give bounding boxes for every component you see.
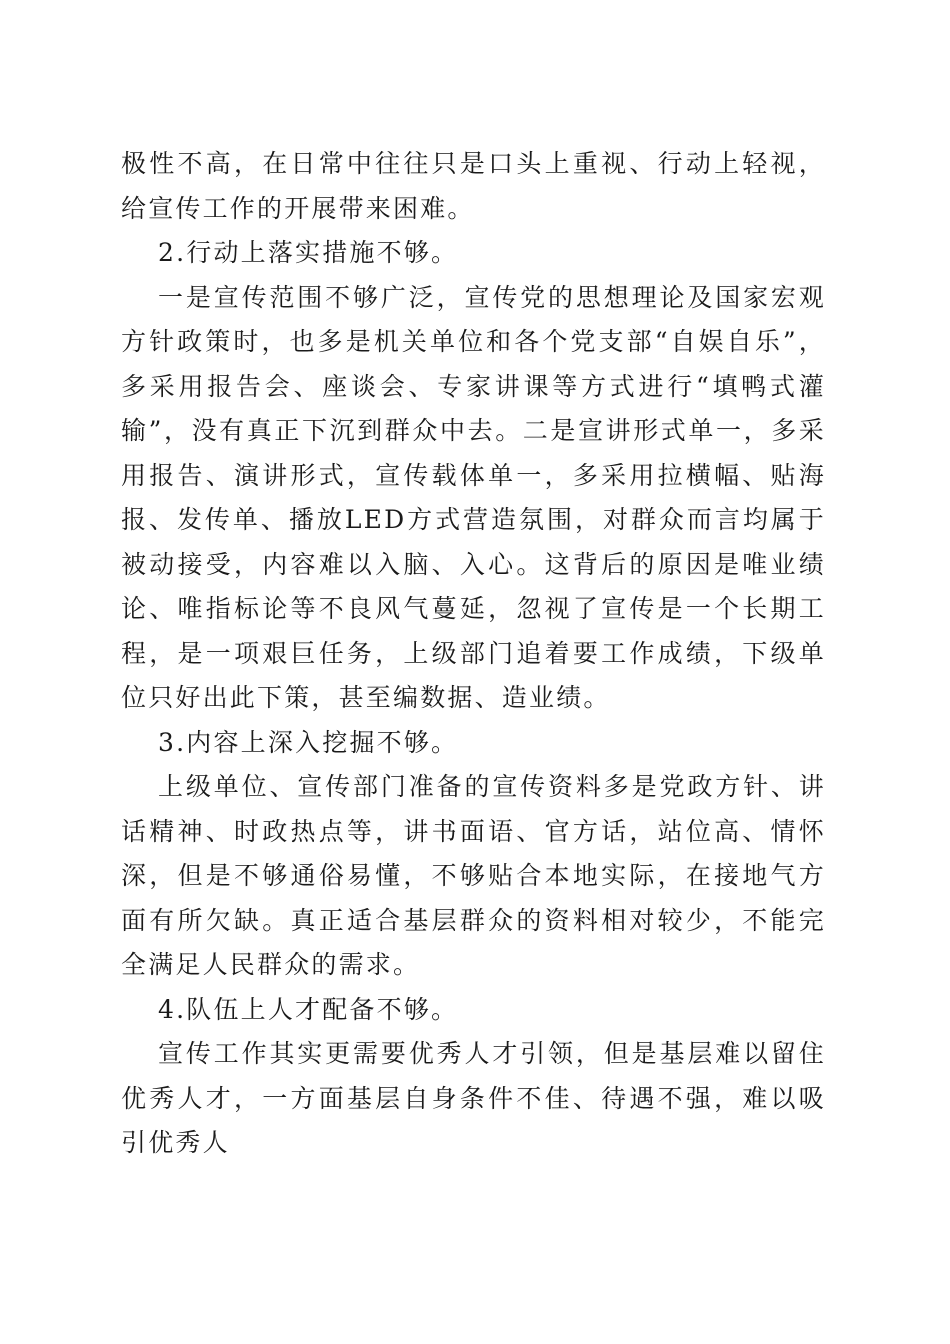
document-body: [121, 142, 826, 1166]
section-heading-2: 2.行动上落实措施不够。: [158, 238, 459, 267]
paragraph-section-4: 宣传工作其实更需要优秀人才引领，但是基层难以留住优秀人才，一方面基层自身条件不佳、待遇不强，难以吸引优秀人: [121, 1039, 826, 1157]
paragraph-continuation: 极性不高，在日常中往往只是口头上重视、行动上轻视，给宣传工作的开展带来困难。: [121, 149, 826, 223]
paragraph-section-3: 上级单位、宣传部门准备的宣传资料多是党政方针、讲话精神、时政热点等，讲书面语、官方话，站位高、情怀深，但是不够通俗易懂，不够贴合本地实际，在接地气方面有所欠缺。真正适合基层群众的资料相对较少，不能完全满足人民群众的需求。: [121, 772, 826, 979]
section-heading-3: 3.内容上深入挖掘不够。: [158, 727, 459, 757]
section-heading-4: 4.队伍上人才配备不够。: [158, 994, 459, 1024]
paragraph-section-2: 一是宣传范围不够广泛，宣传党的思想理论及国家宏观方针政策时，也多是机关单位和各个党支部“自娱自乐”，多采用报告会、座谈会、专家讲课等方式进行“填鸭式灌输”，没有真正下沉到群众中去。二是宣讲形式单一，多采用报告、演讲形式，宣传载体单一，多采用拉横幅、贴海报、发传单、播放LED方式营造氛围，对群众而言均属于被动接受，内容难以入脑、入心。这背后的原因是唯业绩论、唯指标论等不良风气蔓延，忽视了宣传是一个长期工程，是一项艰巨任务，上级部门追着要工作成绩，下级单位只好出此下策，甚至编数据、造业绩。: [121, 282, 826, 712]
